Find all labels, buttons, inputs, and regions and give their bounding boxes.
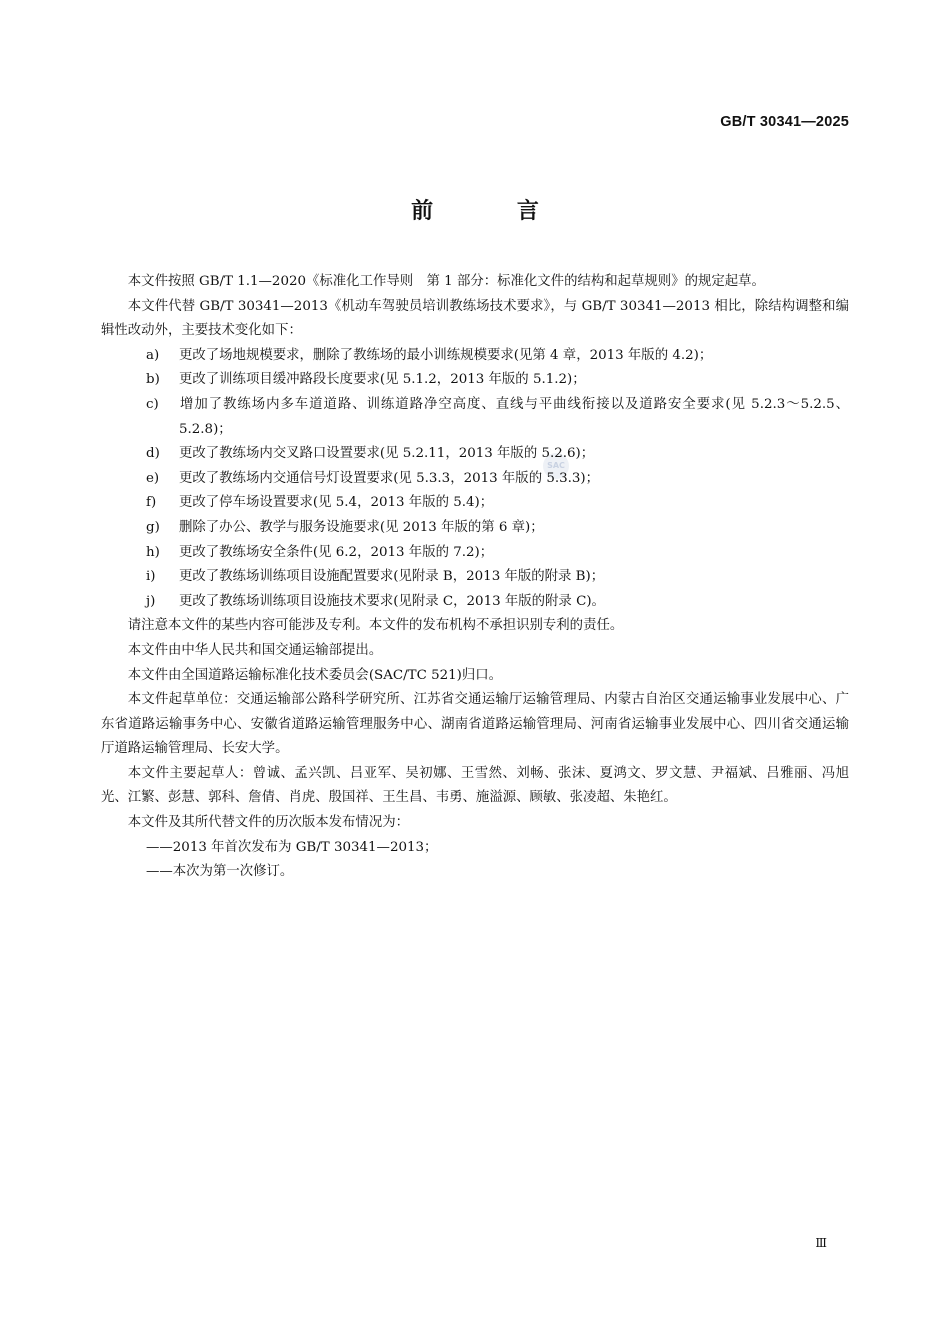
- sac-watermark-logo: SAC: [543, 453, 569, 479]
- change-text: 更改了教练场训练项目设施技术要求(见附录 C，2013 年版的附录 C)。: [179, 593, 605, 609]
- change-text: 更改了教练场安全条件(见 6.2，2013 年版的 7.2)；: [179, 544, 494, 560]
- history-item: ——2013 年首次发布为 GB/T 30341—2013；: [146, 839, 438, 855]
- change-text: 更改了教练场内交叉路口设置要求(见 5.2.11，2013 年版的 5.2.6)；: [179, 446, 595, 462]
- standard-code: GB/T 30341—2025: [720, 114, 849, 130]
- paragraph-patent: 请注意本文件的某些内容可能涉及专利。本文件的发布机构不承担识别专利的责任。: [127, 618, 624, 634]
- change-text: 增加了教练场内多车道道路、训练道路净空高度、直线与平曲线衔接以及道路安全要求(见 5.2.3～5.2.5、5.2.8)；: [179, 396, 849, 437]
- list-marker: e): [146, 470, 160, 486]
- page-number: Ⅲ: [815, 1236, 827, 1250]
- list-marker: d): [146, 446, 160, 462]
- change-item: [101, 393, 849, 442]
- list-marker: f): [146, 495, 157, 511]
- paragraph-basis: 本文件按照 GB/T 1.1—2020《标准化工作导则 第 1 部分：标准化文件的结构和起草规则》的规定起草。: [127, 274, 765, 289]
- change-item: [101, 344, 849, 369]
- change-item: [101, 590, 849, 615]
- change-item: [101, 368, 849, 393]
- list-marker: b): [146, 372, 160, 388]
- history-item: ——本次为第一次修订。: [146, 864, 294, 880]
- change-item: [101, 565, 849, 590]
- paragraph-history-intro: 本文件及其所代替文件的历次版本发布情况为：: [127, 815, 409, 831]
- paragraph-proposer: 本文件由中华人民共和国交通运输部提出。: [127, 642, 383, 658]
- list-marker: g): [146, 519, 160, 535]
- paragraph-drafters: 本文件主要起草人：曾诚、孟兴凯、吕亚军、吴初娜、王雪然、刘畅、张沫、夏鸿文、罗文慧、尹福斌、吕雅丽、冯旭光、江繁、彭慧、郭科、詹倩、肖虎、殷国祥、王生昌、韦勇、施溢源、顾敏、张凌超、朱艳红。: [101, 765, 849, 806]
- change-item: [101, 516, 849, 541]
- list-marker: j): [146, 593, 156, 609]
- paragraph-drafting-units: 本文件起草单位：交通运输部公路科学研究所、江苏省交通运输厅运输管理局、内蒙古自治区交通运输事业发展中心、广东省道路运输事务中心、安徽省道路运输管理服务中心、湖南省道路运输管理局、河南省运输事业发展中心、四川省交通运输厅道路运输管理局、长安大学。: [101, 692, 849, 757]
- change-text: 更改了教练场内交通信号灯设置要求(见 5.3.3，2013 年版的 5.3.3)；: [179, 470, 600, 486]
- change-item: [101, 541, 849, 566]
- paragraph-replacement: 本文件代替 GB/T 30341—2013《机动车驾驶员培训教练场技术要求》，与 GB/T 30341—2013 相比，除结构调整和编辑性改动外，主要技术变化如下：: [101, 298, 849, 339]
- change-text: 更改了场地规模要求，删除了教练场的最小训练规模要求(见第 4 章，2013 年版的 4.2)；: [179, 347, 713, 363]
- change-text: 更改了停车场设置要求(见 5.4，2013 年版的 5.4)；: [179, 495, 494, 511]
- change-item: [101, 491, 849, 516]
- list-marker: c): [146, 396, 159, 412]
- list-marker: a): [146, 347, 160, 363]
- change-item: [101, 467, 849, 492]
- list-marker: h): [146, 544, 160, 560]
- change-text: 更改了训练项目缓冲路段长度要求(见 5.1.2，2013 年版的 5.1.2)；: [179, 372, 586, 388]
- change-item: [101, 442, 849, 467]
- change-text: 更改了教练场训练项目设施配置要求(见附录 B，2013 年版的附录 B)；: [179, 569, 605, 585]
- change-text: 删除了办公、教学与服务设施要求(见 2013 年版的第 6 章)；: [179, 519, 544, 535]
- list-marker: i): [146, 569, 156, 585]
- paragraph-committee: 本文件由全国道路运输标准化技术委员会(SAC/TC 521)归口。: [127, 667, 503, 683]
- foreword-body: [101, 270, 849, 885]
- page-title: 前 言: [411, 199, 577, 224]
